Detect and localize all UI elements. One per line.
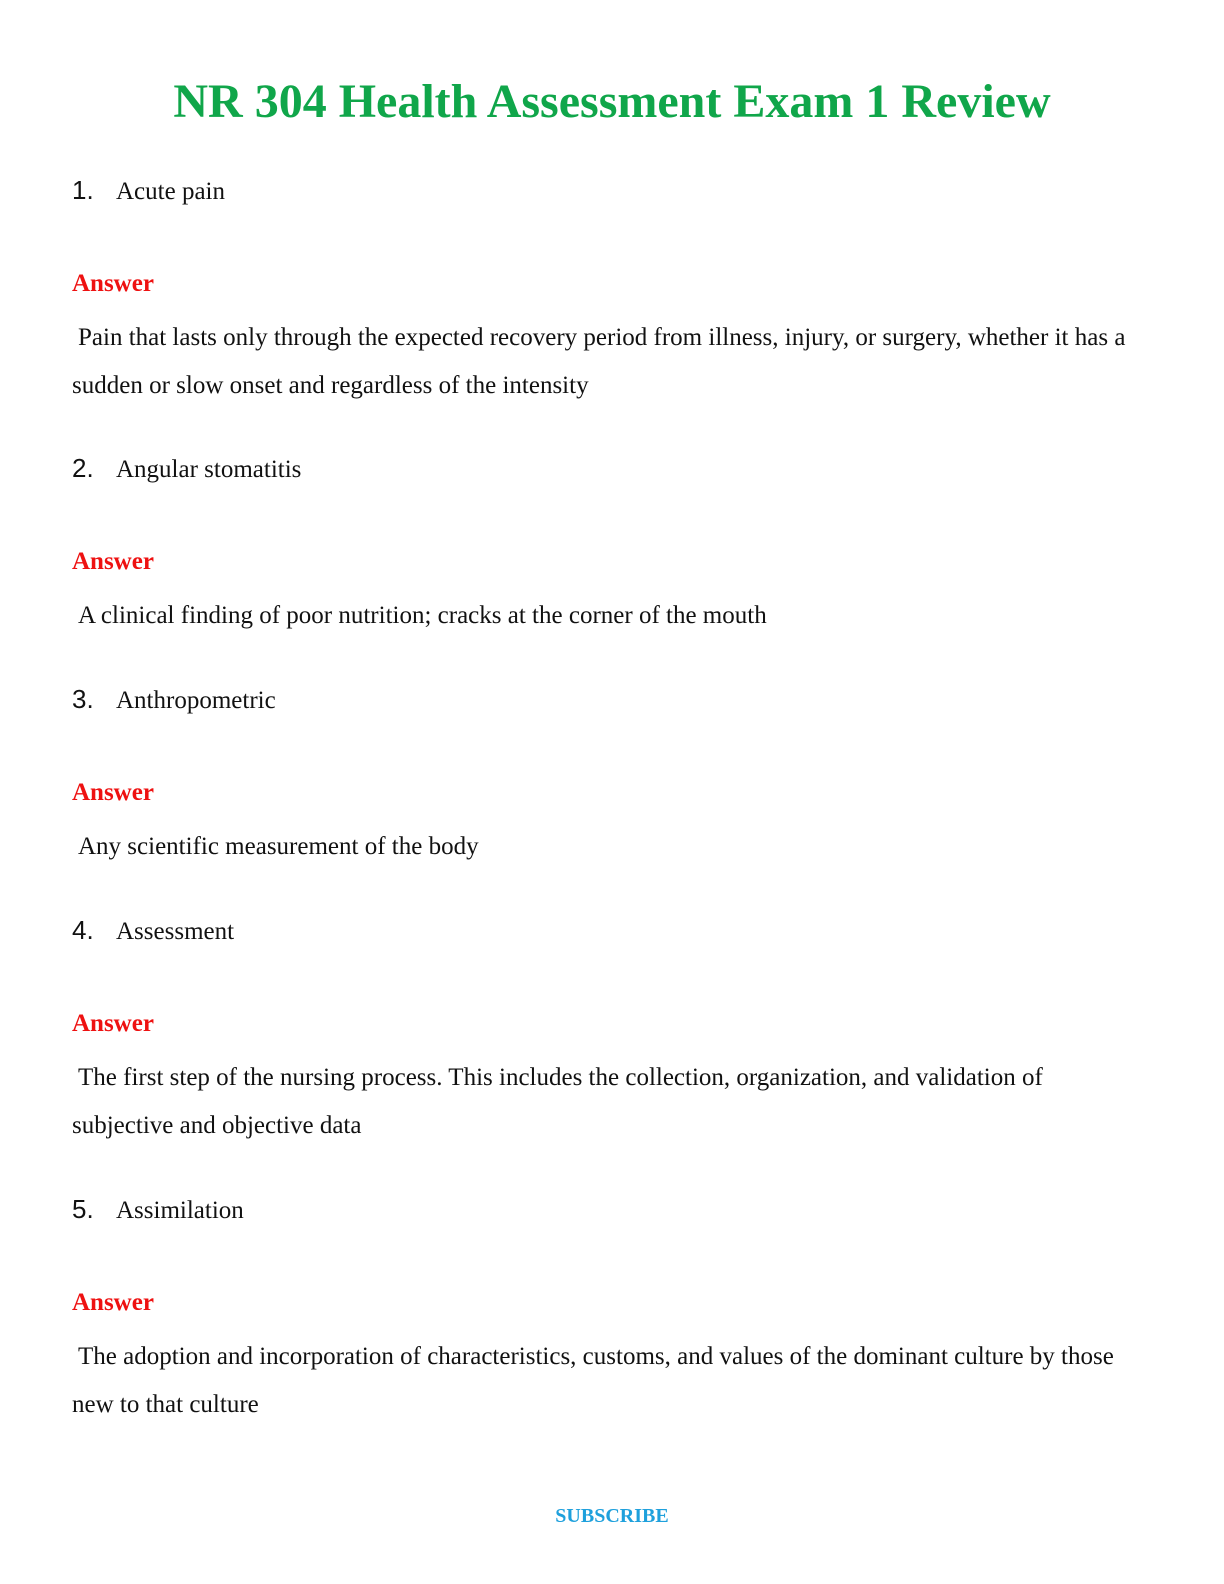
question-term: Acute pain	[116, 178, 225, 205]
question-term: Assimilation	[116, 1197, 244, 1224]
question-line	[72, 1191, 1132, 1227]
answer-label: Answer	[72, 270, 154, 297]
answer-label: Answer	[72, 548, 154, 575]
question-term: Angular stomatitis	[116, 456, 302, 483]
question-number: 2.	[72, 453, 94, 483]
question-line	[72, 912, 1132, 948]
qa-item-5	[72, 1191, 1132, 1429]
question-term: Assessment	[116, 918, 235, 945]
qa-item-3	[72, 681, 1132, 871]
subscribe-link[interactable]: SUBSCRIBE	[555, 1505, 669, 1527]
question-line	[72, 450, 1132, 486]
qa-item-4	[72, 912, 1132, 1150]
qa-item-2	[72, 450, 1132, 640]
question-term: Anthropometric	[116, 687, 276, 714]
answer-text: A clinical finding of poor nutrition; cracks at the corner of the mouth	[78, 602, 767, 629]
answer-label: Answer	[72, 1010, 154, 1037]
question-number: 3.	[72, 684, 94, 714]
answer-text: The first step of the nursing process. This includes the collection, organization, and validation of subjective and objective data	[72, 1064, 1043, 1139]
question-number: 1.	[72, 175, 94, 205]
question-line	[72, 172, 1132, 208]
qa-item-1	[72, 172, 1132, 410]
page-title: NR 304 Health Assessment Exam 1 Review	[173, 75, 1051, 128]
answer-text: The adoption and incorporation of characteristics, customs, and values of the dominant culture by those new to that culture	[72, 1343, 1114, 1418]
answer-label: Answer	[72, 779, 154, 806]
question-line	[72, 681, 1132, 717]
answer-text: Any scientific measurement of the body	[78, 833, 479, 860]
answer-label: Answer	[72, 1289, 154, 1316]
answer-text: Pain that lasts only through the expected recovery period from illness, injury, or surgery, whether it has a sudden or slow onset and regardless of the intensity	[72, 324, 1126, 399]
question-number: 4.	[72, 915, 94, 945]
question-number: 5.	[72, 1194, 94, 1224]
